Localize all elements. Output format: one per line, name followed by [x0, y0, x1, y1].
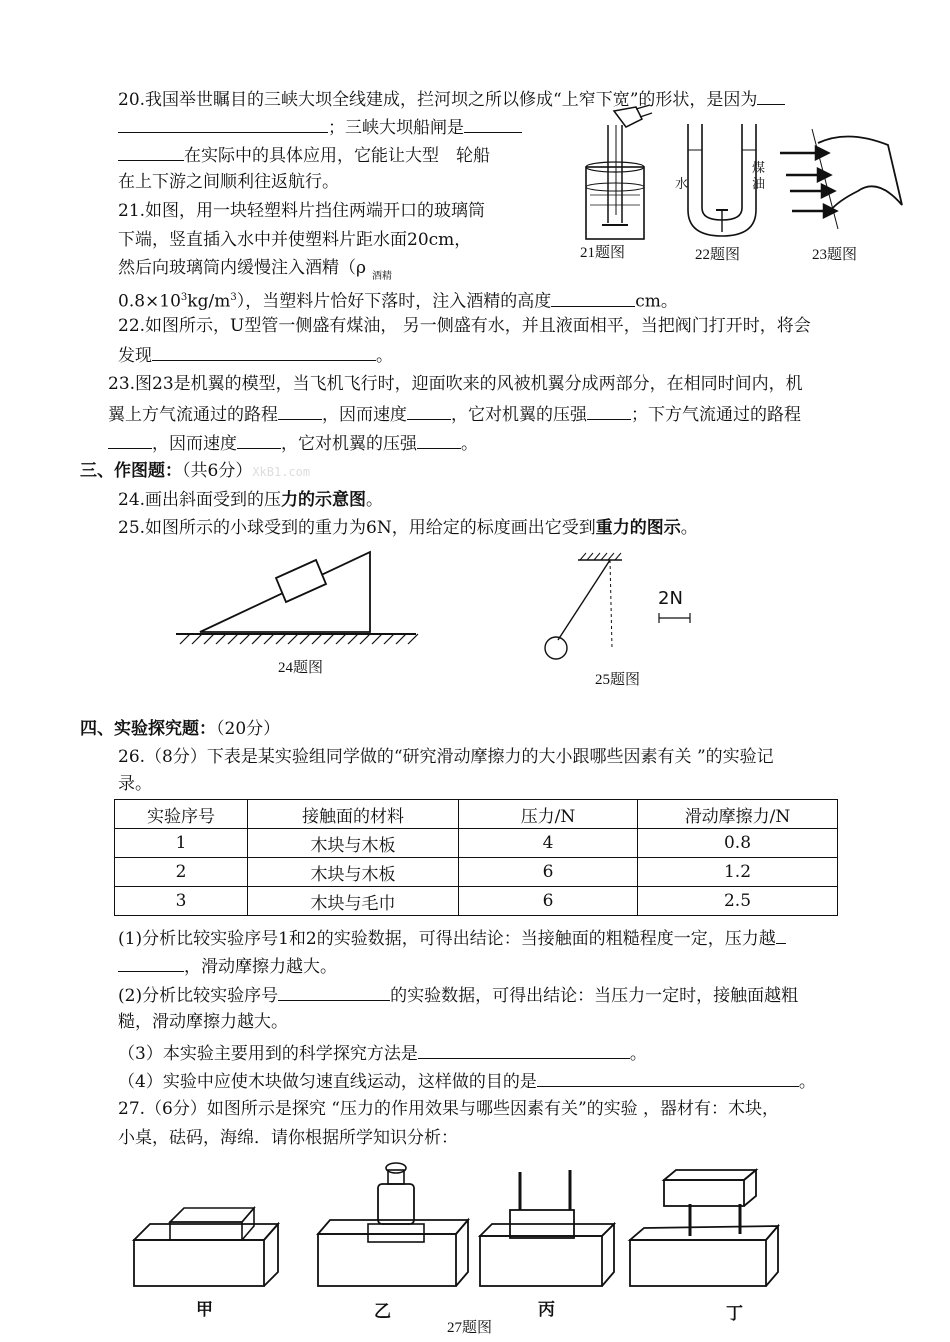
ground-hatch	[336, 634, 346, 644]
table-cell: 1	[115, 829, 248, 858]
experiment-table	[114, 799, 838, 916]
ceiling-hatch	[608, 553, 614, 560]
table-cell: 4	[459, 829, 638, 858]
q26-p1-line2: ，滑动摩擦力越大。	[118, 953, 337, 979]
label-bing: 丙	[538, 1300, 555, 1320]
table-cell: 2.5	[638, 887, 838, 916]
q20-line2: ；三峡大坝船闸是	[118, 114, 522, 140]
q23-line3: ，因而速度 ，它对机翼的压强 。	[108, 430, 478, 456]
q23-blank2[interactable]	[407, 401, 451, 420]
q21-blank[interactable]	[551, 288, 635, 307]
table-row	[115, 829, 838, 858]
ground-hatch	[300, 634, 310, 644]
q22-blank[interactable]	[152, 342, 376, 361]
figure-25-pendulum	[540, 556, 630, 666]
q20-line1: 20.我国举世瞩目的三峡大坝全线建成，拦河坝之所以修成“上窄下宽”的形状，是因为	[118, 86, 785, 112]
caption-21: 21题图	[580, 245, 626, 261]
q26-blank3[interactable]	[418, 1040, 630, 1059]
ground-hatch	[384, 634, 394, 644]
label-water: 水	[675, 176, 689, 191]
q23-blank4[interactable]	[108, 430, 152, 449]
sponge-bing	[480, 1170, 614, 1286]
q20-line4: 在上下游之间顺利往返航行。	[118, 172, 339, 192]
caption-24: 24题图	[278, 660, 324, 676]
q26-p1-line1: (1)分析比较实验序号1和2的实验数据，可得出结论：当接触面的粗糙程度一定，压力越	[118, 925, 786, 951]
figure-24-incline	[170, 550, 430, 660]
table-cell: 木块与木板	[248, 858, 459, 887]
ground-hatch	[228, 634, 238, 644]
q22-line1: 22.如图所示，U型管一侧盛有煤油， 另一侧盛有水，并且液面相平，当把阀门打开时，将会	[118, 316, 811, 336]
ground-hatch	[216, 634, 226, 644]
q23-line2: 翼上方气流通过的路程 ，因而速度 ，它对机翼的压强 ；下方气流通过的路程	[108, 401, 801, 427]
figure-21-cylinder	[580, 105, 660, 245]
ground-hatch	[252, 634, 262, 644]
label-yi: 乙	[374, 1302, 391, 1322]
q23-blank3[interactable]	[587, 401, 631, 420]
ground-hatch	[264, 634, 274, 644]
q26-blank4[interactable]	[537, 1068, 799, 1087]
scale-bar	[658, 612, 698, 624]
q26-p3: （3）本实验主要用到的科学探究方法是 。	[118, 1040, 647, 1066]
ground-hatch	[408, 634, 418, 644]
table-cell: 木块与毛巾	[248, 887, 459, 916]
q26-blank1-cont[interactable]	[118, 953, 184, 972]
table-cell: 2	[115, 858, 248, 887]
table-header-row	[115, 800, 838, 829]
sponge-ding	[630, 1170, 778, 1286]
q27-line2: 小桌，砝码，海绵．请你根据所学知识分析：	[118, 1128, 458, 1148]
q24-text: 24.画出斜面受到的压力的示意图。	[118, 490, 384, 510]
ground-hatch	[360, 634, 370, 644]
ground-hatch	[312, 634, 322, 644]
table-cell: 6	[459, 887, 638, 916]
q23-blank1[interactable]	[278, 401, 322, 420]
table-header: 滑动摩擦力/N	[638, 800, 838, 829]
q20-blank2[interactable]	[464, 114, 522, 133]
q21-line1: 21.如图，用一块轻塑料片挡住两端开口的玻璃筒	[118, 201, 486, 221]
caption-22: 22题图	[695, 247, 741, 263]
ceiling-hatch	[580, 553, 586, 560]
figure-23-wing	[778, 125, 908, 235]
sponge-yi	[318, 1163, 468, 1286]
q20-blank2-cont[interactable]	[118, 142, 184, 161]
table-row	[115, 887, 838, 916]
q21-line4: $0.8\times 10^3kg/m^3$），当塑料片恰好下落时，注入酒精的高度 cm。	[118, 286, 678, 314]
watermark: XkB1.com	[252, 465, 311, 479]
q27-line1: 27.（6分）如图所示是探究 “压力的作用效果与哪些因素有关”的实验 ，器材有：木块，	[118, 1099, 780, 1119]
section-3-heading: 三、作图题：（共6分）XkB1.com	[80, 461, 311, 481]
sponge-jia	[134, 1208, 278, 1286]
ground-hatch	[192, 634, 202, 644]
ground-hatch	[324, 634, 334, 644]
q23-blank5[interactable]	[237, 430, 281, 449]
table-row	[115, 858, 838, 887]
table-cell: 1.2	[638, 858, 838, 887]
q23-line1: 23.图23是机翼的模型，当飞机飞行时，迎面吹来的风被机翼分成两部分，在相同时间内，机	[108, 374, 803, 394]
ground-hatch	[180, 634, 190, 644]
ceiling-hatch	[601, 553, 607, 560]
table-cell: 木块与木板	[248, 829, 459, 858]
q21-line3: 然后向玻璃筒内缓慢注入酒精（ρ $_{酒精}$	[118, 258, 392, 282]
ground-hatch	[288, 634, 298, 644]
label-kerosene: 煤油	[752, 160, 766, 191]
table-header: 实验序号	[115, 800, 248, 829]
q26-blank2[interactable]	[278, 982, 390, 1001]
ground-hatch	[372, 634, 382, 644]
ground-hatch	[240, 634, 250, 644]
scale-label: 2N	[658, 588, 683, 609]
label-jia: 甲	[196, 1300, 213, 1320]
caption-25: 25题图	[595, 672, 641, 688]
ground-hatch	[396, 634, 406, 644]
figure-27-sponge-experiments	[130, 1160, 930, 1300]
q26-p4: （4）实验中应使木块做匀速直线运动，这样做的目的是 。	[118, 1068, 816, 1094]
section-4-heading: 四、实验探究题：（20分）	[80, 719, 281, 739]
ground-hatch	[348, 634, 358, 644]
ground-hatch	[276, 634, 286, 644]
q22-line2: 发现 。	[118, 342, 393, 368]
ceiling-hatch	[594, 553, 600, 560]
table-header: 压力/N	[459, 800, 638, 829]
q25-text: 25.如图所示的小球受到的重力为6N，用给定的标度画出它受到重力的图示。	[118, 518, 698, 538]
q26-p2-line2: 糙，滑动摩擦力越大。	[118, 1012, 288, 1032]
q26-p2-line1: (2)分析比较实验序号 的实验数据，可得出结论：当压力一定时，接触面越粗	[118, 982, 798, 1008]
table-cell: 0.8	[638, 829, 838, 858]
q20-blank1[interactable]	[757, 86, 785, 105]
q23-blank6[interactable]	[417, 430, 461, 449]
label-ding: 丁	[726, 1304, 743, 1324]
q26-line1: 26.（8分）下表是某实验组同学做的“研究滑动摩擦力的大小跟哪些因素有关 ”的实验记	[118, 747, 774, 767]
q20-blank1-cont[interactable]	[118, 114, 328, 133]
table-cell: 6	[459, 858, 638, 887]
ground-hatch	[204, 634, 214, 644]
ceiling-hatch	[587, 553, 593, 560]
q20-line3: 在实际中的具体应用，它能让大型 轮船	[118, 142, 490, 168]
caption-23: 23题图	[812, 247, 858, 263]
q26-blank1[interactable]	[776, 925, 786, 944]
table-header: 接触面的材料	[248, 800, 459, 829]
q26-line2: 录。	[118, 774, 152, 794]
ceiling-hatch	[615, 553, 621, 560]
q21-line2: 下端，竖直插入水中并使塑料片距水面20cm，	[118, 230, 472, 250]
caption-27: 27题图	[447, 1320, 493, 1336]
table-cell: 3	[115, 887, 248, 916]
